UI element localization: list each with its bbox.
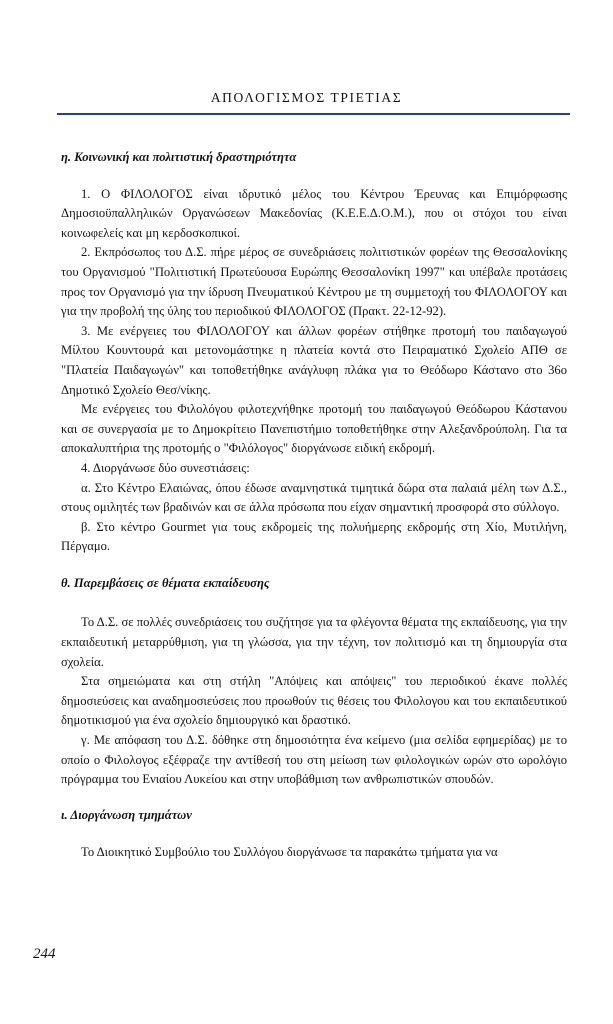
paragraph: γ. Με απόφαση του Δ.Σ. δόθηκε στη δημοσιότητα ένα κείμενο (μια σελίδα εφημερίδας) με το οποίο ο Φιλολογος εξέφραζε την αντίθεσή του στη μείωση των φιλολογικών ωρών στο ωρολόγιο πρόγραμμα του Ενιαίου Λυκείου και στην υποβάθμιση των ανθρωπιστικών σπουδών. bbox=[61, 733, 567, 787]
paragraph: 2. Εκπρόσωπος του Δ.Σ. πήρε μέρος σε συνεδριάσεις πολιτιστικών φορέων της Θεσσαλονίκης του Οργανισμού "Πολιτιστική Πρωτεύουσα Ευρώπης Θεσσαλονίκη 1997" και υπέβαλε προτάσεις προς τον Οργανισμό για την ίδρυση Πνευματικού Κέντρου με τη συμμετοχή του ΦΙΛΟΛΟΓΟΥ και για την προβολή της ύλης του περιοδικού ΦΙΛΟΛΟΓΟΣ (Πρακτ. 22-12-92). bbox=[61, 245, 567, 319]
running-title: ΑΠΟΛΟΓΙΣΜΟΣ ΤΡΙΕΤΙΑΣ bbox=[210, 90, 403, 105]
paragraph: Το Δ.Σ. σε πολλές συνεδριάσεις του συζήτησε για τα φλέγοντα θέματα της εκπαίδευσης, για την εκπαιδευτική μεταρρύθμιση, για τη γλώσσα, για την τέχνη, τον πολιτισμό και τη δημιουργία στα σχολεία. bbox=[61, 615, 567, 669]
paragraph: α. Στο Κέντρο Ελαιώνας, όπου έδωσε αναμνηστικά τιμητικά δώρα στα παλαιά μέλη των Δ.Σ., στους ομιλητές των βραδινών και σε άλλα πρόσωπα που είχαν σημαντική προσφορά στο σύλλογο. bbox=[61, 480, 567, 515]
page-number: 244 bbox=[33, 946, 56, 962]
section-heading-social-cultural: η. Κοινωνική και πολιτιστική δραστηριότητα bbox=[61, 150, 297, 164]
section-heading-departments: ι. Διοργάνωση τμημάτων bbox=[61, 807, 192, 822]
header-rule bbox=[57, 113, 570, 115]
paragraph: 3. Με ενέργειες του ΦΙΛΟΛΟΓΟΥ και άλλων φορέων στήθηκε προτομή του παιδαγωγού Μίλτου Κουντουρά και μετονομάστηκε η πλατεία κοντά στο Πειραματικό Σχολείο ΑΠΘ σε "Πλατεία Παιδαγωγών" και τοποθετήθηκε ανάγλυφη πλάκα για το Θεόδωρο Κάστανο στο 36ο Δημοτικό Σχολείο Θεσ/νίκης. bbox=[61, 323, 567, 397]
section-heading-education: θ. Παρεμβάσεις σε θέματα εκπαίδευσης bbox=[61, 575, 270, 590]
paragraph: 1. Ο ΦΙΛΟΛΟΓΟΣ είναι ιδρυτικό μέλος του Κέντρου Έρευνας και Επιμόρφωσης Δημοσιοϋπαλληλικών Οργανώσεων Μακεδονίας (Κ.Ε.Ε.Δ.Ο.Μ.), που οι στόχοι του είναι κοινωφελείς και μη κερδοσκοπικοί. bbox=[61, 186, 567, 240]
paragraph: 4. Διοργάνωσε δύο συνεστιάσεις: bbox=[81, 460, 250, 475]
paragraph: β. Στο κέντρο Gourmet για τους εκδρομείς της πολυήμερης εκδρομής στη Χίο, Μυτιλήνη, Πέργαμο. bbox=[61, 519, 567, 554]
paragraph: Το Διοικητικό Συμβούλιο του Συλλόγου διοργάνωσε τα παρακάτω τμήματα για να bbox=[81, 845, 498, 860]
page-body bbox=[61, 148, 567, 863]
paragraph: Στα σημειώματα και στη στήλη "Απόψεις και απόψεις" του περιοδικού έκανε πολλές δημοσιεύσεις και αναδημοσιεύσεις που προωθούν τις θέσεις του Φιλολογου και του εκπαιδευτικού δημοτικισμού για ένα σχολείο δημιουργικό και δραστικό. bbox=[61, 674, 567, 728]
paragraph: Με ενέργειες του Φιλολόγου φιλοτεχνήθηκε προτομή του παιδαγωγού Θεόδωρου Κάστανου και σε συνεργασία με το Δημοκρίτειο Πανεπιστήμιο τοποθετήθηκε στην Αλεξανδρούπολη. Για τα αποκαλυπτήρια της προτομής ο "Φιλόλογος" διοργάνωσε ειδική εκδρομή. bbox=[61, 402, 567, 456]
